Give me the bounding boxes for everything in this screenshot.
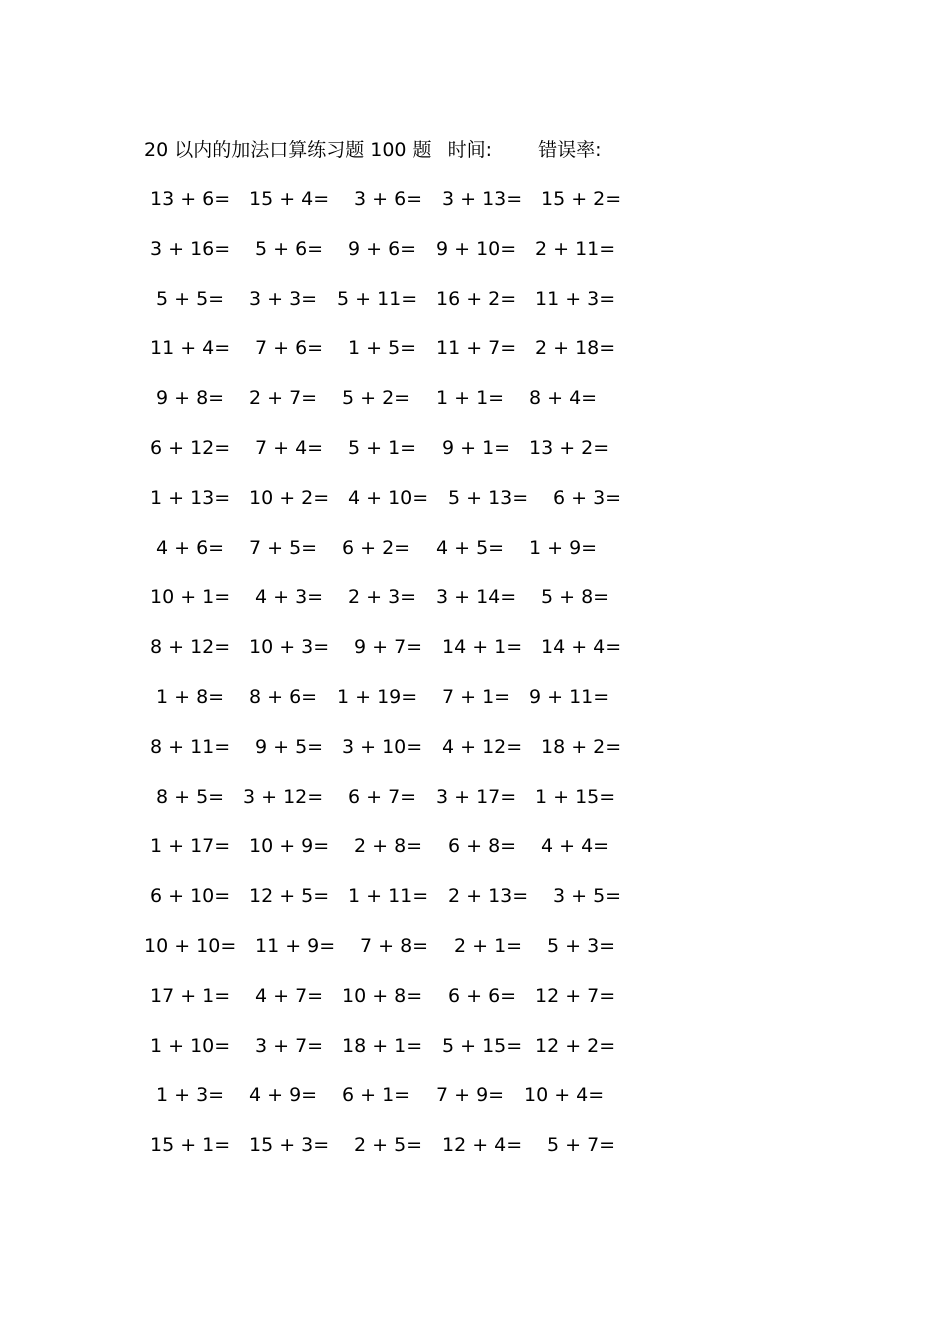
addition-problem: 14 + 1= — [442, 636, 523, 659]
time-label: 时间: — [447, 139, 493, 161]
addition-problem: 13 + 2= — [529, 437, 610, 459]
addition-problem: 1 + 1= — [436, 387, 505, 410]
problem-row — [0, 434, 950, 462]
addition-problem: 12 + 5= — [249, 885, 330, 908]
addition-problem: 5 + 8= — [541, 586, 610, 609]
addition-problem: 12 + 7= — [535, 984, 616, 1007]
problem-row — [0, 633, 950, 661]
addition-problem: 4 + 3= — [255, 586, 324, 609]
addition-problem: 18 + 2= — [541, 735, 622, 758]
addition-problem: 6 + 8= — [448, 835, 517, 858]
problem-row — [0, 1032, 950, 1060]
problem-row — [0, 185, 950, 213]
addition-problem: 15 + 4= — [249, 188, 330, 210]
addition-problem: 3 + 6= — [354, 188, 423, 210]
addition-problem: 18 + 1= — [342, 1034, 423, 1057]
addition-problem: 15 + 2= — [541, 188, 622, 210]
addition-problem: 9 + 11= — [529, 686, 610, 708]
addition-problem: 4 + 4= — [541, 835, 610, 858]
addition-problem: 6 + 12= — [150, 437, 231, 459]
addition-problem: 1 + 10= — [150, 1034, 231, 1057]
problem-row — [0, 334, 950, 362]
addition-problem: 3 + 12= — [243, 785, 324, 808]
problem-row — [0, 783, 950, 811]
problem-row — [0, 583, 950, 611]
error-rate-label: 错误率: — [538, 139, 602, 161]
addition-problem: 17 + 1= — [150, 984, 231, 1007]
addition-problem: 1 + 5= — [348, 337, 417, 360]
addition-problem: 5 + 7= — [547, 1134, 616, 1157]
addition-problem: 10 + 8= — [342, 984, 423, 1007]
addition-problem: 3 + 14= — [436, 586, 517, 609]
addition-problem: 4 + 7= — [255, 984, 324, 1007]
addition-problem: 3 + 3= — [249, 287, 318, 310]
addition-problem: 1 + 11= — [348, 885, 429, 908]
addition-problem: 4 + 10= — [348, 486, 429, 509]
addition-problem: 11 + 3= — [535, 287, 616, 310]
addition-problem: 10 + 3= — [249, 636, 330, 659]
problem-row — [0, 534, 950, 562]
addition-problem: 15 + 3= — [249, 1134, 330, 1157]
addition-problem: 9 + 1= — [442, 437, 511, 459]
addition-problem: 12 + 4= — [442, 1134, 523, 1157]
addition-problem: 4 + 12= — [442, 735, 523, 758]
problem-row — [0, 932, 950, 960]
addition-problem: 2 + 5= — [354, 1134, 423, 1157]
addition-problem: 4 + 9= — [249, 1084, 318, 1107]
addition-problem: 16 + 2= — [436, 287, 517, 310]
addition-problem: 10 + 10= — [144, 935, 237, 957]
addition-problem: 2 + 7= — [249, 387, 318, 410]
addition-problem: 11 + 7= — [436, 337, 517, 360]
addition-problem: 9 + 5= — [255, 735, 324, 758]
addition-problem: 3 + 16= — [150, 237, 231, 260]
addition-problem: 6 + 3= — [553, 486, 622, 509]
addition-problem: 15 + 1= — [150, 1134, 231, 1157]
addition-problem: 1 + 13= — [150, 486, 231, 509]
addition-problem: 2 + 13= — [448, 885, 529, 908]
problem-row — [0, 832, 950, 860]
addition-problem: 5 + 15= — [442, 1034, 523, 1057]
addition-problem: 4 + 6= — [156, 536, 225, 559]
addition-problem: 4 + 5= — [436, 536, 505, 559]
addition-problem: 10 + 9= — [249, 835, 330, 858]
addition-problem: 1 + 15= — [535, 785, 616, 808]
addition-problem: 8 + 5= — [156, 785, 225, 808]
addition-problem: 9 + 6= — [348, 237, 417, 260]
addition-problem: 8 + 12= — [150, 636, 231, 659]
addition-problem: 3 + 13= — [442, 188, 523, 210]
addition-problem: 7 + 9= — [436, 1084, 505, 1107]
addition-problem: 1 + 9= — [529, 536, 598, 559]
addition-problem: 2 + 8= — [354, 835, 423, 858]
problem-row — [0, 882, 950, 910]
addition-problem: 1 + 3= — [156, 1084, 225, 1107]
addition-problem: 2 + 1= — [454, 935, 523, 957]
problem-row — [0, 733, 950, 761]
addition-problem: 14 + 4= — [541, 636, 622, 659]
title-main: 20 以内的加法口算练习题 100 题 — [144, 139, 432, 161]
addition-problem: 7 + 5= — [249, 536, 318, 559]
addition-problem: 1 + 8= — [156, 686, 225, 708]
problem-row — [0, 1131, 950, 1159]
addition-problem: 5 + 13= — [448, 486, 529, 509]
addition-problem: 6 + 2= — [342, 536, 411, 559]
addition-problem: 5 + 3= — [547, 935, 616, 957]
addition-problem: 5 + 6= — [255, 237, 324, 260]
addition-problem: 11 + 9= — [255, 935, 336, 957]
addition-problem: 10 + 2= — [249, 486, 330, 509]
addition-problem: 3 + 5= — [553, 885, 622, 908]
problem-row — [0, 982, 950, 1010]
addition-problem: 7 + 8= — [360, 935, 429, 957]
addition-problem: 6 + 10= — [150, 885, 231, 908]
addition-problem: 5 + 5= — [156, 287, 225, 310]
addition-problem: 8 + 6= — [249, 686, 318, 708]
addition-problem: 1 + 19= — [337, 686, 418, 708]
addition-problem: 3 + 17= — [436, 785, 517, 808]
addition-problem: 8 + 11= — [150, 735, 231, 758]
problem-row — [0, 384, 950, 412]
addition-problem: 7 + 6= — [255, 337, 324, 360]
addition-problem: 8 + 4= — [529, 387, 598, 410]
addition-problem: 11 + 4= — [150, 337, 231, 360]
addition-problem: 7 + 4= — [255, 437, 324, 459]
addition-problem: 2 + 3= — [348, 586, 417, 609]
addition-problem: 12 + 2= — [535, 1034, 616, 1057]
addition-problem: 10 + 1= — [150, 586, 231, 609]
addition-problem: 5 + 1= — [348, 437, 417, 459]
problem-row — [0, 235, 950, 263]
addition-problem: 9 + 10= — [436, 237, 517, 260]
problem-row — [0, 285, 950, 313]
problem-row — [0, 1081, 950, 1109]
addition-problem: 9 + 8= — [156, 387, 225, 410]
problem-row — [0, 683, 950, 711]
addition-problem: 13 + 6= — [150, 188, 231, 210]
addition-problem: 6 + 1= — [342, 1084, 411, 1107]
addition-problem: 10 + 4= — [524, 1084, 605, 1107]
addition-problem: 3 + 10= — [342, 735, 423, 758]
addition-problem: 6 + 6= — [448, 984, 517, 1007]
addition-problem: 7 + 1= — [442, 686, 511, 708]
problem-row — [0, 484, 950, 512]
addition-problem: 9 + 7= — [354, 636, 423, 659]
addition-problem: 1 + 17= — [150, 835, 231, 858]
addition-problem: 5 + 2= — [342, 387, 411, 410]
addition-problem: 6 + 7= — [348, 785, 417, 808]
addition-problem: 3 + 7= — [255, 1034, 324, 1057]
addition-problem: 2 + 18= — [535, 337, 616, 360]
addition-problem: 2 + 11= — [535, 237, 616, 260]
addition-problem: 5 + 11= — [337, 287, 418, 310]
